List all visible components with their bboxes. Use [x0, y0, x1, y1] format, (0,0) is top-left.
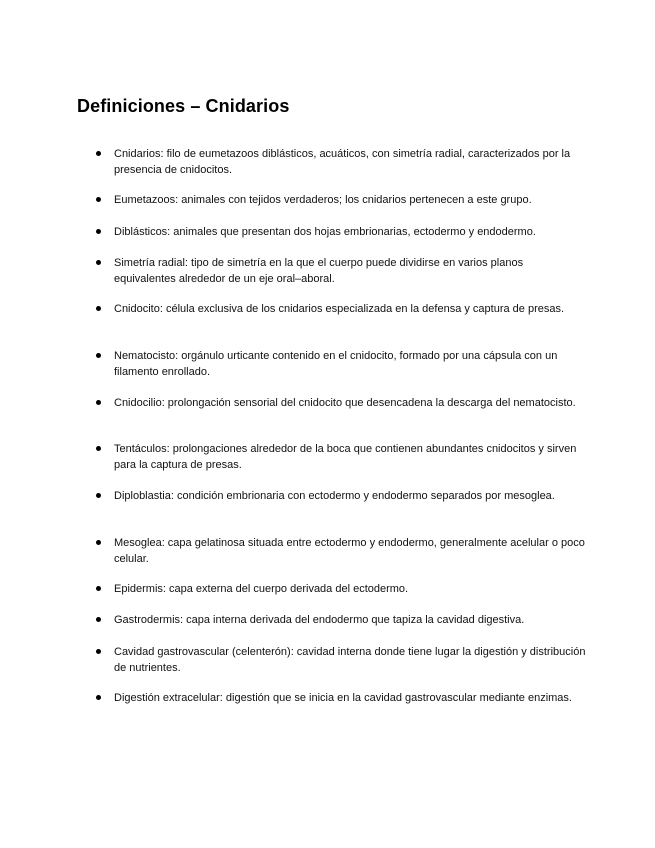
definition-text: Eumetazoos: animales con tejidos verdaderos; los cnidarios pertenecen a este grupo.	[114, 194, 532, 206]
bullet-icon	[96, 229, 101, 234]
bullet-icon	[96, 493, 101, 498]
definition-text: Cnidocito: célula exclusiva de los cnidarios especializada en la defensa y captura de presas.	[114, 303, 565, 315]
page-title: Definiciones – Cnidarios	[77, 96, 290, 116]
definition-text: Epidermis: capa externa del cuerpo derivada del ectodermo.	[114, 583, 409, 595]
bullet-icon	[96, 586, 101, 591]
definition-text: Cnidocilio: prolongación sensorial del cnidocito que desencadena la descarga del nematocisto.	[114, 397, 576, 409]
bullet-icon	[96, 617, 101, 622]
definition-text: Gastrodermis: capa interna derivada del endodermo que tapiza la cavidad digestiva.	[114, 614, 525, 626]
definition-text: Diploblastia: condición embrionaria con ectodermo y endodermo separados por mesoglea.	[114, 490, 555, 502]
bullet-icon	[96, 695, 101, 700]
bullet-icon	[96, 446, 101, 451]
definition-text: Nematocisto: orgánulo urticante contenido en el cnidocito, formado por una cápsula con un filamento enrollado.	[114, 350, 558, 378]
bullet-icon	[96, 649, 101, 654]
bullet-icon	[96, 353, 101, 358]
bullet-icon	[96, 197, 101, 202]
definition-text: Mesoglea: capa gelatinosa situada entre ectodermo y endodermo, generalmente acelular o poco celular.	[114, 537, 585, 565]
definition-text: Simetría radial: tipo de simetría en la que el cuerpo puede dividirse en varios planos equivalentes alrededor de un eje oral–aboral.	[114, 257, 524, 285]
bullet-icon	[96, 151, 101, 156]
definition-text: Tentáculos: prolongaciones alrededor de la boca que contienen abundantes cnidocitos y sirven para la captura de presas.	[114, 443, 577, 471]
definition-text: Cnidarios: filo de eumetazoos diblásticos, acuáticos, con simetría radial, caracterizados por la presencia de cnidocitos.	[114, 148, 571, 176]
bullet-icon	[96, 400, 101, 405]
definition-text: Cavidad gastrovascular (celenterón): cavidad interna donde tiene lugar la digestión y distribución de nutrientes.	[114, 646, 586, 674]
bullet-icon	[96, 540, 101, 545]
bullet-icon	[96, 260, 101, 265]
definition-text: Digestión extracelular: digestión que se inicia en la cavidad gastrovascular mediante enzimas.	[114, 692, 572, 704]
definition-text: Diblásticos: animales que presentan dos hojas embrionarias, ectodermo y endodermo.	[114, 226, 536, 238]
bullet-icon	[96, 306, 101, 311]
